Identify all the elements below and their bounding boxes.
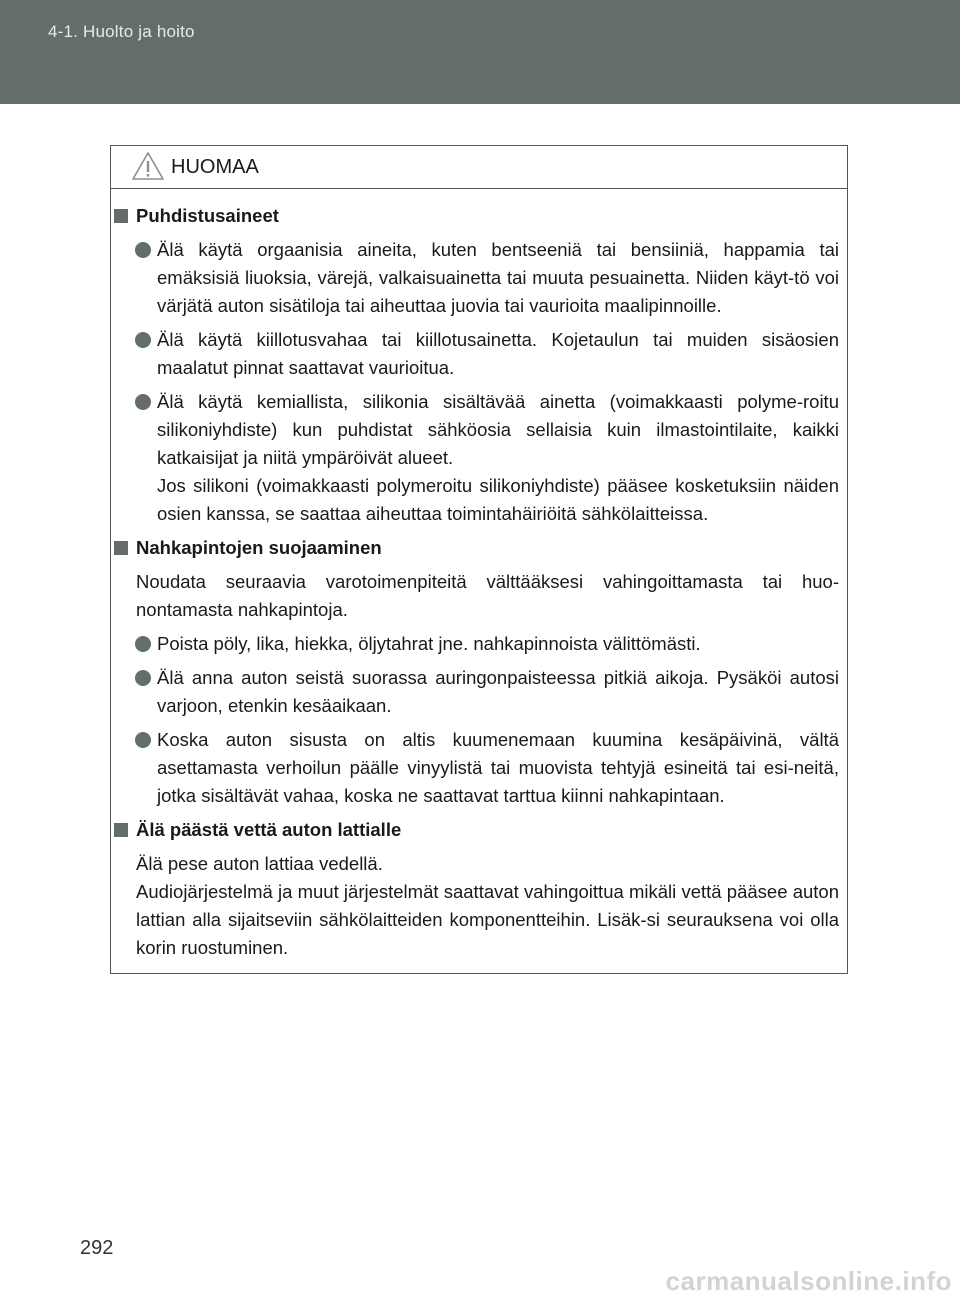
chapter-section-title: 4-1. Huolto ja hoito xyxy=(48,22,195,41)
circle-bullet-icon xyxy=(135,242,151,258)
square-bullet-icon xyxy=(114,823,128,837)
section-heading xyxy=(111,534,847,562)
paragraph-line: Audiojärjestelmä ja muut järjestelmät saattavat vahingoittua mikäli vettä pääsee auton lattian alla sijaitseviin sähkölaitteiden komponentteihin. Lisäk-si seurauksena voi olla korin ruostuminen. xyxy=(136,881,839,958)
bullet-item xyxy=(111,630,847,658)
section-intro: Noudata seuraavia varotoimenpiteitä välttääksesi vahingoittamasta tai huo-nontamasta nahkapintoja. xyxy=(136,571,839,620)
bullet-text: Älä käytä kiillotusvahaa tai kiillotusainetta. Kojetaulun tai muiden sisäosien maalatut pinnat saattavat vaurioitua. xyxy=(157,329,839,378)
notice-body xyxy=(111,202,847,968)
bullet-text: Poista pöly, lika, hiekka, öljytahrat jne. nahkapinnoista välittömästi. xyxy=(157,633,701,654)
bullet-text: Älä käytä orgaanisia aineita, kuten bentseeniä tai bensiiniä, happamia tai emäksisiä liuoksia, värejä, valkaisuainetta tai muuta pesuainetta. Niiden käyt-tö voi värjätä auton sisätiloja tai aiheuttaa juovia tai vaurioita maalipinnoille. xyxy=(157,239,839,316)
circle-bullet-icon xyxy=(135,332,151,348)
bullet-text-continued: Jos silikoni (voimakkaasti polymeroitu silikoniyhdiste) pääsee kosketuksiin näiden osien kanssa, se saattaa aiheuttaa toimintahäiriöitä sähkölaitteissa. xyxy=(157,475,839,524)
section-paragraph xyxy=(111,850,847,962)
square-bullet-icon xyxy=(114,209,128,223)
square-bullet-icon xyxy=(114,541,128,555)
notice-title: HUOMAA xyxy=(171,156,259,178)
section-heading-text: Älä päästä vettä auton lattialle xyxy=(136,819,402,840)
paragraph-line: Älä pese auton lattiaa vedellä. xyxy=(136,853,383,874)
notice-box xyxy=(110,145,848,974)
page-number: 292 xyxy=(80,1237,114,1259)
bullet-text: Älä anna auton seistä suorassa auringonpaisteessa pitkiä aikoja. Pysäköi autosi varjoon, etenkin kesäaikaan. xyxy=(157,667,839,716)
notice-header xyxy=(111,146,847,189)
bullet-text: Koska auton sisusta on altis kuumenemaan kuumina kesäpäivinä, vältä asettamasta verhoilun päälle vinyylistä tai muovista tehtyjä esineitä tai esi-neitä, jotka sisältävät vahaa, koska ne saattavat tarttua kiinni nahkapintaan. xyxy=(157,729,839,806)
section-heading xyxy=(111,202,847,230)
section-heading-text: Nahkapintojen suojaaminen xyxy=(136,537,382,558)
watermark-text: carmanualsonline.info xyxy=(665,1266,952,1296)
bullet-item xyxy=(111,664,847,720)
circle-bullet-icon xyxy=(135,394,151,410)
circle-bullet-icon xyxy=(135,636,151,652)
bullet-item xyxy=(111,726,847,810)
section-heading-text: Puhdistusaineet xyxy=(136,205,279,226)
bullet-item xyxy=(111,326,847,382)
bullet-text: Älä käytä kemiallista, silikonia sisältävää ainetta (voimakkaasti polyme-roitu silikoniyhdiste) kun puhdistat sähköosia sellaisia kuin ilmastointilaite, kaikki katkaisijat ja niitä ympäröivät alueet. xyxy=(157,391,839,468)
bullet-item xyxy=(111,388,847,528)
bullet-item xyxy=(111,236,847,320)
circle-bullet-icon xyxy=(135,732,151,748)
circle-bullet-icon xyxy=(135,670,151,686)
warning-triangle-icon xyxy=(131,151,165,181)
chapter-header-bar xyxy=(0,0,960,104)
section-heading xyxy=(111,816,847,844)
